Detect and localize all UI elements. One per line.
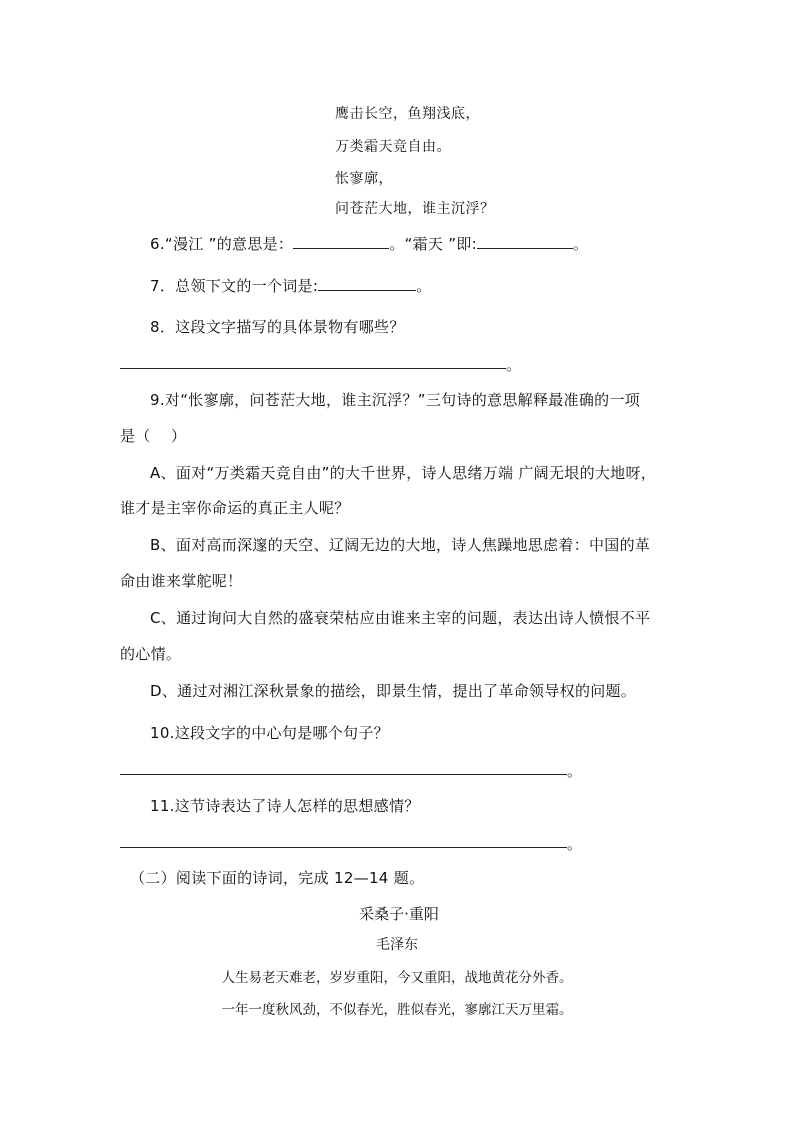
q8-answer-line[interactable] <box>120 368 506 369</box>
option-c-line-2: 的心情。 <box>120 645 182 663</box>
option-a-line-1: A、面对“万类霜天竞自由”的大千世界，诗人思绪万端 广阔无垠的大地呀， <box>150 464 657 482</box>
poem-body-line-2: 一年一度秋风劲，不似春光，胜似春光，寥廓江天万里霜。 <box>221 1002 573 1018</box>
poem-author: 毛泽东 <box>376 937 418 953</box>
option-a-line-2: 谁才是主宰你命运的真正主人呢？ <box>120 499 350 517</box>
q10-answer-line[interactable] <box>120 774 567 775</box>
option-c-line-1: C、通过询问大自然的盛衰荣枯应由谁来主宰的问题，表达出诗人愤恨不平 <box>150 609 651 627</box>
option-b-line-2: 命由谁来掌舵呢！ <box>120 572 243 590</box>
poem-line-1: 鹰击长空，鱼翔浅底， <box>335 106 480 122</box>
q7-answer-blank[interactable] <box>318 276 416 291</box>
option-b-line-1: B、面对高而深邃的天空、辽阔无边的大地，诗人焦躁地思虑着：中国的革 <box>150 536 651 554</box>
question-6 <box>150 233 588 254</box>
question-9-line-2: 是（ ） <box>120 427 187 445</box>
q11-period: 。 <box>567 835 583 853</box>
option-d-line-1: D、通过对湘江深秋景象的描绘，即景生情，提出了革命领导权的问题。 <box>150 682 637 700</box>
section-2-heading: （二）阅读下面的诗词，完成 12—14 题。 <box>130 869 425 887</box>
q6-text-b: 。“霜天 ”即: <box>389 235 477 253</box>
poem-title: 采桑子·重阳 <box>359 905 439 923</box>
q6-text-a: 6.“漫江 ”的意思是： <box>150 235 294 253</box>
question-7 <box>150 275 432 296</box>
q6-answer-blank-2[interactable] <box>477 234 573 249</box>
q7-text-a: 7．总领下文的一个词是: <box>150 277 319 295</box>
poem-line-3: 怅寥廓， <box>335 171 393 187</box>
q8-period: 。 <box>506 356 522 374</box>
question-8: 8．这段文字描写的具体景物有哪些？ <box>150 318 405 336</box>
question-10: 10.这段文字的中心句是哪个句子？ <box>150 724 389 742</box>
question-9-line-1: 9.对“怅寥廓，问苍茫大地，谁主沉浮？”三句诗的意思解释最准确的一项 <box>150 391 641 409</box>
q7-text-b: 。 <box>416 277 432 295</box>
poem-line-2: 万类霜天竞自由。 <box>335 139 451 155</box>
poem-line-4: 问苍茫大地，谁主沉浮？ <box>335 201 495 217</box>
q10-period: 。 <box>567 762 583 780</box>
q11-answer-line[interactable] <box>120 847 567 848</box>
q6-text-c: 。 <box>573 235 589 253</box>
question-11: 11.这节诗表达了诗人怎样的思想感情？ <box>150 797 420 815</box>
poem-body-line-1: 人生易老天难老，岁岁重阳，今又重阳，战地黄花分外香。 <box>221 970 573 986</box>
q6-answer-blank-1[interactable] <box>293 234 389 249</box>
